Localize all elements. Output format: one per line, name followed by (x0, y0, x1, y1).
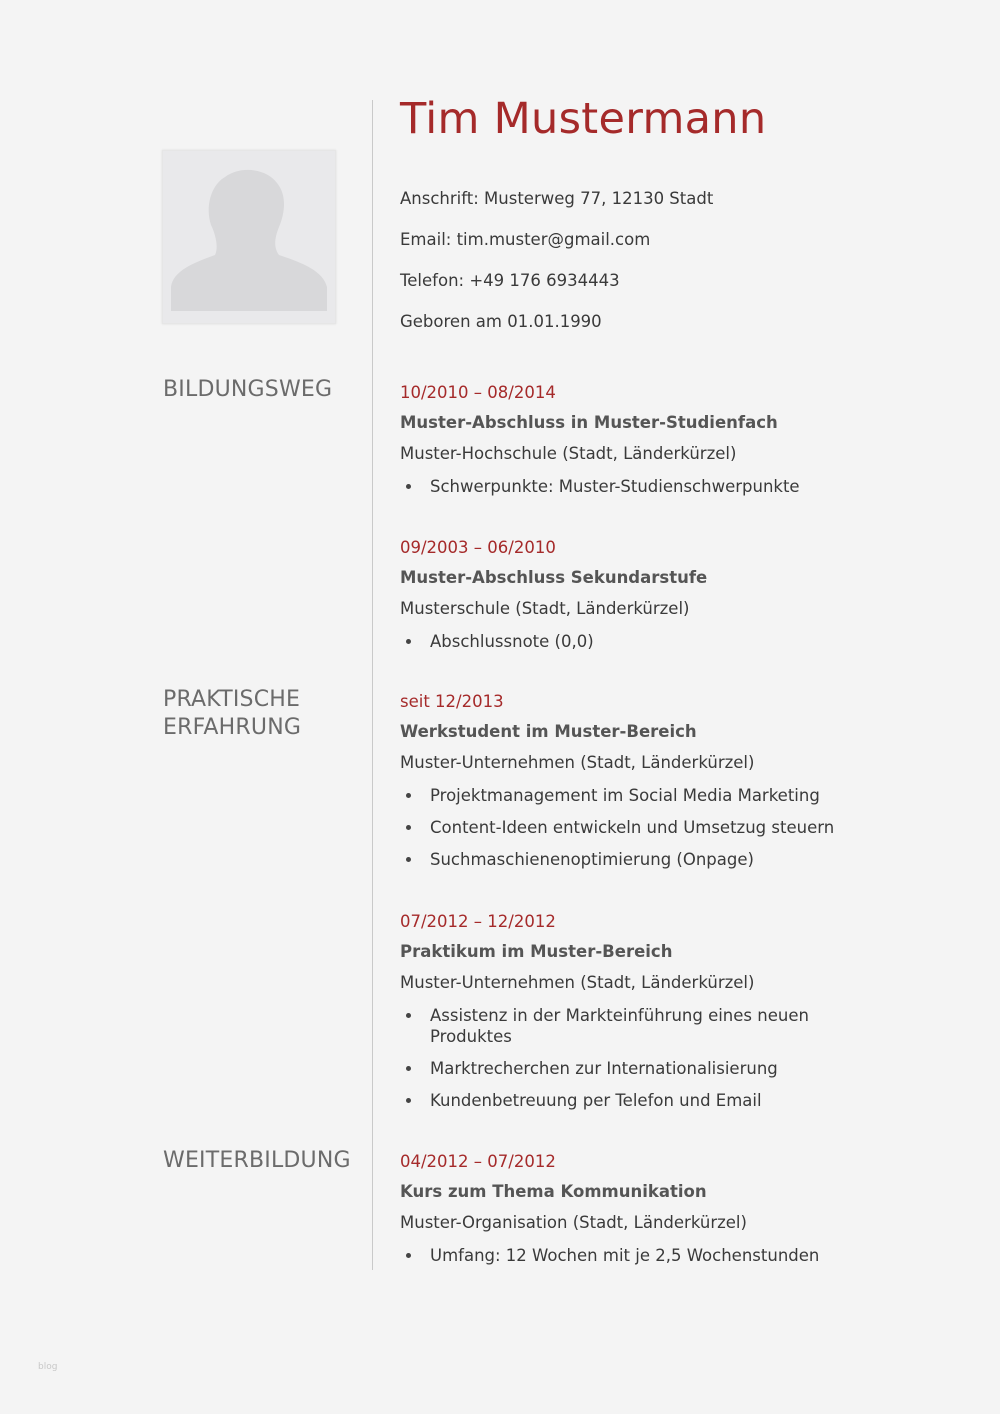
profile-photo-placeholder (162, 150, 336, 324)
list-item-text: Marktrecherchen zur Internationalisierung (430, 1059, 778, 1078)
entry-bullet-list (400, 785, 860, 870)
entry-organization: Muster-Organisation (Stadt, Länderkürzel) (400, 1213, 747, 1232)
contact-birthdate: Geboren am 01.01.1990 (400, 312, 602, 331)
list-item-text: Kundenbetreuung per Telefon und Email (430, 1091, 762, 1110)
bullet-icon (406, 857, 411, 862)
entry-title: Praktikum im Muster-Bereich (400, 942, 673, 961)
entry-bullet-list (400, 1005, 860, 1111)
list-item-text: Umfang: 12 Wochen mit je 2,5 Wochenstunden (430, 1246, 820, 1265)
list-item (400, 785, 860, 806)
entry-date: seit 12/2013 (400, 692, 504, 711)
entry-date: 10/2010 – 08/2014 (400, 383, 556, 402)
bullet-icon (406, 825, 411, 830)
experience-entry (400, 912, 860, 1122)
list-item (400, 1058, 860, 1079)
avatar-silhouette-icon (163, 151, 335, 323)
list-item-text: Content-Ideen entwickeln und Umsetzug steuern (430, 818, 835, 837)
contact-phone: Telefon: +49 176 6934443 (400, 271, 620, 290)
entry-organization: Muster-Unternehmen (Stadt, Länderkürzel) (400, 973, 755, 992)
education-entry (400, 538, 860, 663)
education-entry (400, 383, 860, 508)
contact-address: Anschrift: Musterweg 77, 12130 Stadt (400, 189, 714, 208)
section-title-bildungsweg: BILDUNGSWEG (163, 377, 333, 402)
entry-organization: Muster-Hochschule (Stadt, Länderkürzel) (400, 444, 737, 463)
entry-date: 04/2012 – 07/2012 (400, 1152, 556, 1171)
bullet-icon (406, 793, 411, 798)
section-title-line: ERFAHRUNG (163, 715, 302, 740)
list-item (400, 476, 860, 497)
entry-organization: Musterschule (Stadt, Länderkürzel) (400, 599, 690, 618)
entry-title: Kurs zum Thema Kommunikation (400, 1182, 707, 1201)
list-item-text: Projektmanagement im Social Media Marketing (430, 786, 820, 805)
entry-title: Muster-Abschluss Sekundarstufe (400, 568, 708, 587)
list-item-text: Schwerpunkte: Muster-Studienschwerpunkte (430, 477, 800, 496)
watermark-text: blog (38, 1362, 58, 1372)
bullet-icon (406, 639, 411, 644)
entry-date: 09/2003 – 06/2010 (400, 538, 556, 557)
bullet-icon (406, 484, 411, 489)
section-title-weiterbildung: WEITERBILDUNG (163, 1148, 351, 1173)
entry-organization: Muster-Unternehmen (Stadt, Länderkürzel) (400, 753, 755, 772)
bullet-icon (406, 1066, 411, 1071)
list-item (400, 849, 860, 870)
section-title-praxis (163, 686, 301, 742)
bullet-icon (406, 1013, 411, 1018)
bullet-icon (406, 1253, 411, 1258)
list-item-text: Abschlussnote (0,0) (430, 632, 594, 651)
entry-title: Muster-Abschluss in Muster-Studienfach (400, 413, 778, 432)
vertical-divider (372, 100, 373, 1270)
entry-bullet-list (400, 1245, 860, 1266)
bullet-icon (406, 1098, 411, 1103)
list-item-text: Assistenz in der Markteinführung eines neuen Produktes (430, 1006, 809, 1046)
training-entry (400, 1152, 860, 1277)
list-item (400, 1090, 860, 1111)
entry-bullet-list (400, 476, 860, 497)
list-item (400, 1005, 830, 1047)
entry-bullet-list (400, 631, 860, 652)
entry-title: Werkstudent im Muster-Bereich (400, 722, 697, 741)
section-title-line: PRAKTISCHE (163, 687, 301, 712)
entry-date: 07/2012 – 12/2012 (400, 912, 556, 931)
list-item (400, 817, 860, 838)
applicant-name: Tim Mustermann (400, 94, 767, 144)
list-item (400, 631, 860, 652)
list-item-text: Suchmaschienenoptimierung (Onpage) (430, 850, 754, 869)
list-item (400, 1245, 860, 1266)
experience-entry (400, 692, 860, 881)
contact-email: Email: tim.muster@gmail.com (400, 230, 651, 249)
